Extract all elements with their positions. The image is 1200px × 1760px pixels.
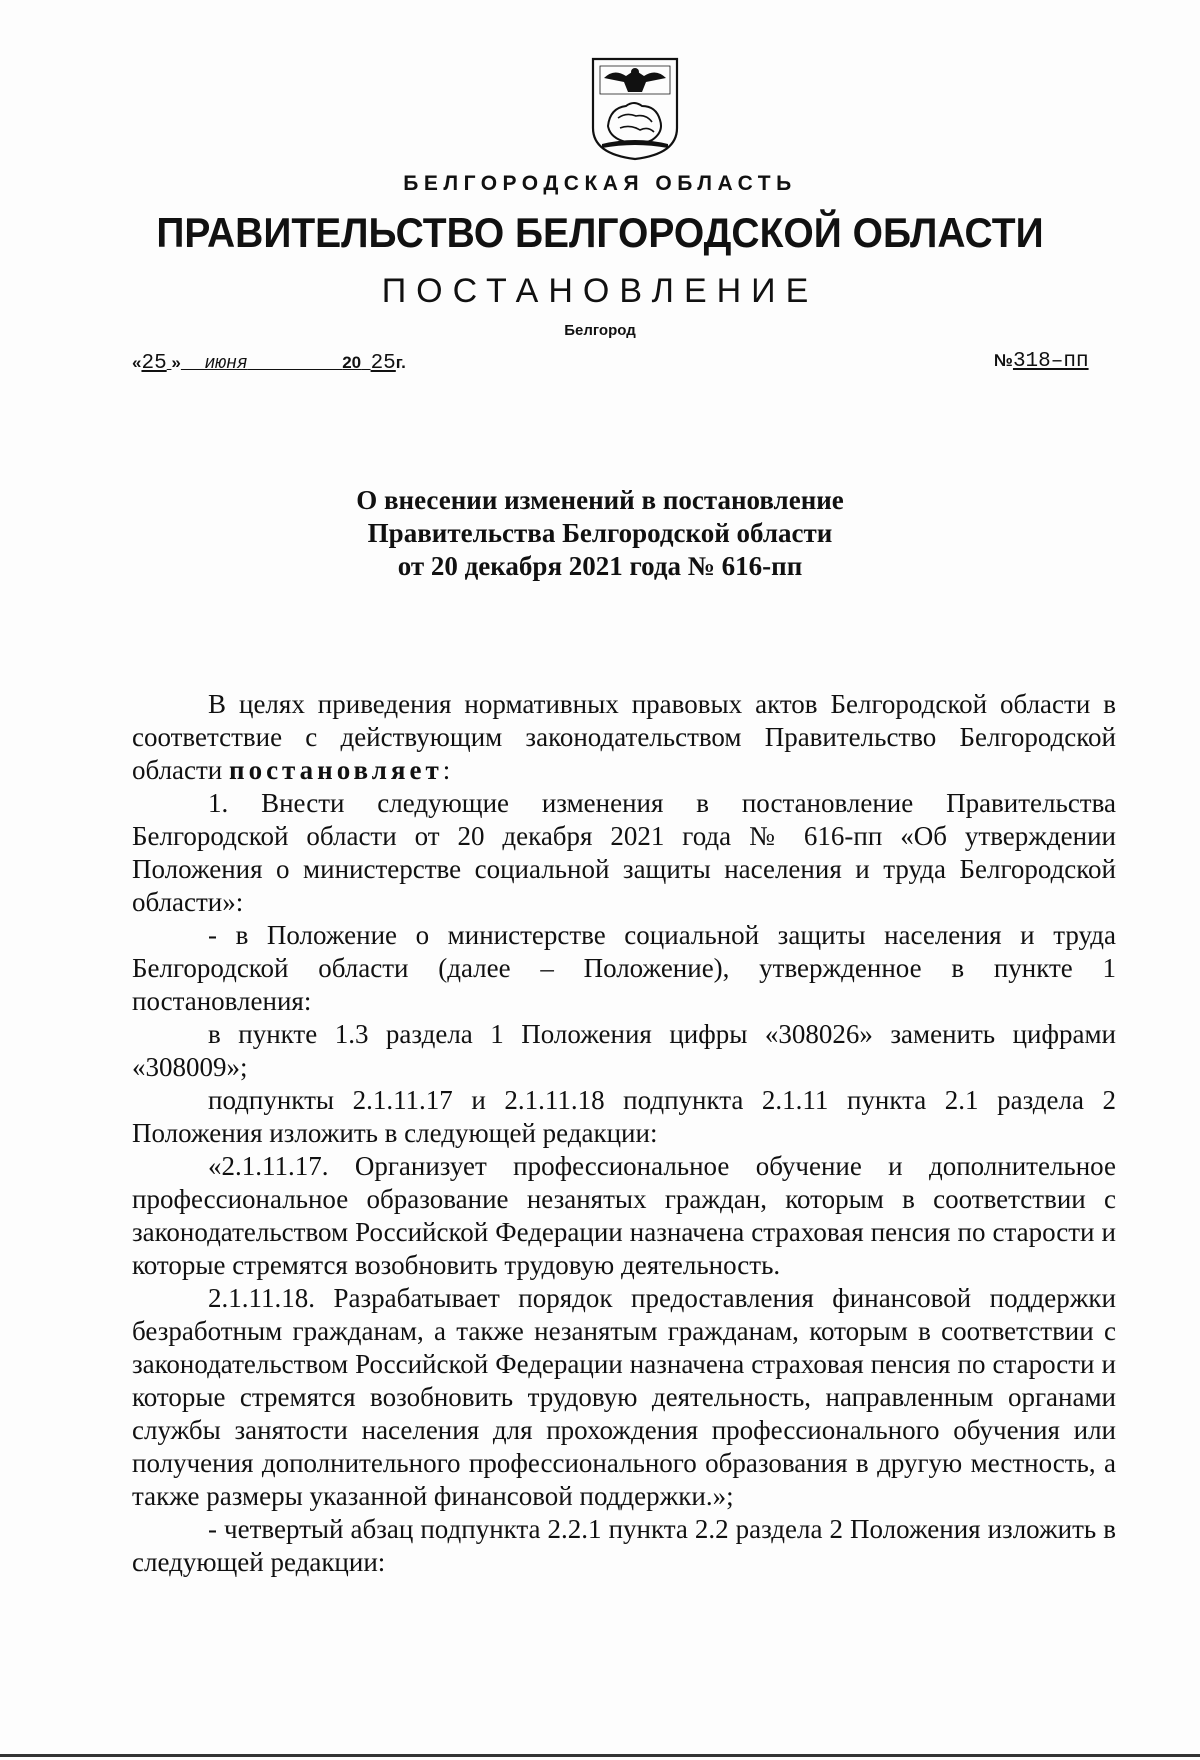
paragraph: - четвертый абзац подпункта 2.2.1 пункта 2.2 раздела 2 Положения изложить в следующей редакции: xyxy=(132,1514,1116,1577)
paragraph: 2.1.11.18. Разрабатывает порядок предоставления финансовой поддержки безработным гражданам, а также незанятым гражданам, которым в соответствии с законодательством Российской Федерации назначена страховая пенсия по старости и которые стремятся возобновить трудовую деятельность, направленным органами службы занятости населения для прохождения профессионального обучения или получения дополнительного профессионального образования в другую местность, а также размеры указанной финансовой поддержки.»; xyxy=(132,1283,1116,1511)
date-close-quote: » xyxy=(171,353,181,372)
date-year-suffix: г. xyxy=(395,353,406,372)
region-name: БЕЛГОРОДСКАЯ ОБЛАСТЬ xyxy=(403,172,797,195)
page-bottom-edge xyxy=(0,1754,1200,1757)
date-year: 25 xyxy=(370,352,396,375)
title-line-1: О внесении изменений в постановление xyxy=(356,485,844,515)
number-label: № xyxy=(994,351,1013,370)
date-month: июня xyxy=(204,354,248,374)
paragraph: в пункте 1.3 раздела 1 Положения цифры «308026» заменить цифрами «308009»; xyxy=(132,1019,1116,1082)
document-body xyxy=(132,688,1116,1579)
city-name: Белгород xyxy=(564,322,636,339)
paragraph: «2.1.11.17. Организует профессиональное обучение и дополнительное профессиональное образование незанятых граждан, которым в соответствии с законодательством Российской Федерации назначена страховая пенсия по старости и которые стремятся возобновить трудовую деятельность. xyxy=(132,1151,1116,1280)
paragraph-text: В целях приведения нормативных правовых актов Белгородской области в соответствие с действующим законодательством Правительство Белгородской области xyxy=(132,689,1116,785)
paragraph: подпункты 2.1.11.17 и 2.1.11.18 подпункта 2.1.11 пункта 2.1 раздела 2 Положения изложить в следующей редакции: xyxy=(132,1085,1116,1148)
document-date xyxy=(132,352,406,375)
date-century: 20 xyxy=(342,353,362,372)
date-day: 25 xyxy=(141,352,167,375)
document-number xyxy=(994,350,1089,373)
paragraph: - в Положение о министерстве социальной защиты населения и труда Белгородской области (далее – Положение), утвержденное в пункте 1 постановления: xyxy=(132,920,1116,1016)
paragraph: 1. Внести следующие изменения в постановление Правительства Белгородской области от 20 декабря 2021 года № 616-пп «Об утверждении Положения о министерстве социальной защиты населения и труда Белгородской области»: xyxy=(132,788,1116,917)
document-title xyxy=(0,484,1200,583)
document-type: ПОСТАНОВЛЕНИЕ xyxy=(381,272,819,310)
title-line-3: от 20 декабря 2021 года № 616-пп xyxy=(397,551,803,581)
title-line-2: Правительства Белгородской области xyxy=(367,518,833,548)
date-open-quote: « xyxy=(132,353,142,372)
resolves-word: постановляет xyxy=(229,755,443,785)
paragraph-end: : xyxy=(442,755,451,785)
government-name: ПРАВИТЕЛЬСТВО БЕЛГОРОДСКОЙ ОБЛАСТИ xyxy=(156,210,1044,257)
belgorod-coat-of-arms-icon xyxy=(590,56,680,162)
paragraph xyxy=(132,688,1116,787)
number-value: 318–пп xyxy=(1012,350,1089,373)
